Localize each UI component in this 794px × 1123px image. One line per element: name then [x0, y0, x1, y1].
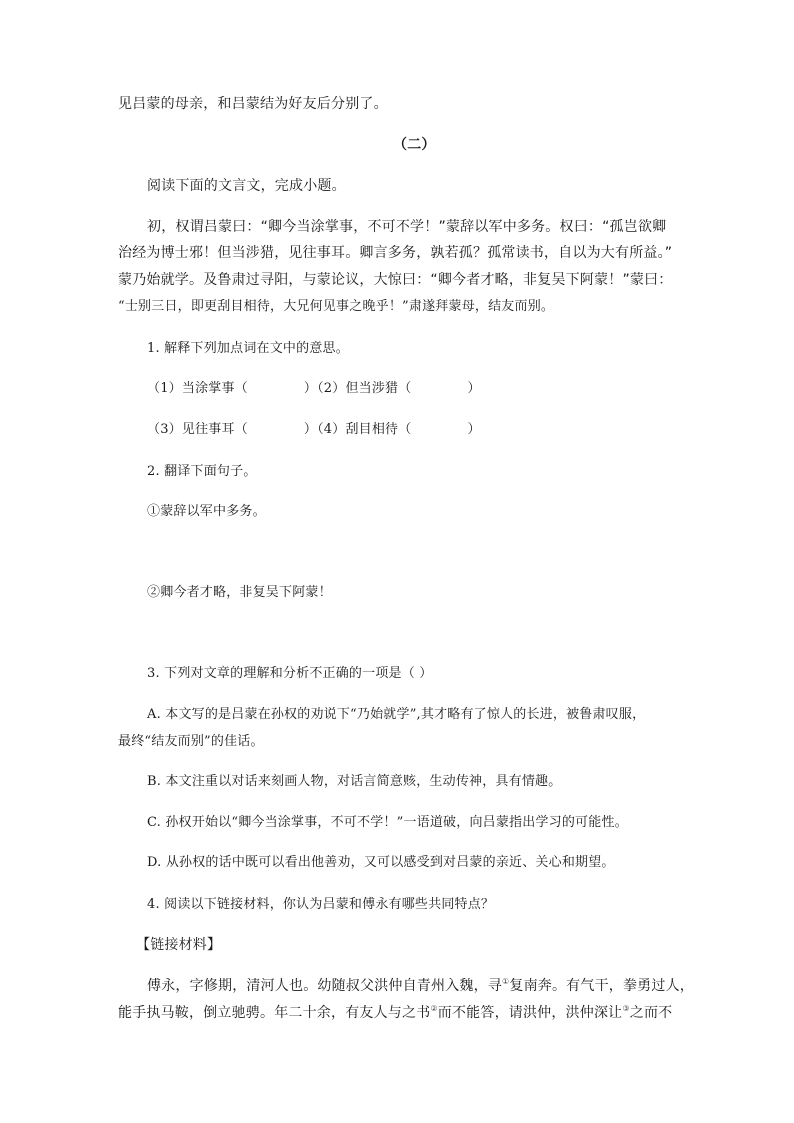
passage-line: 治经为博士邪！但当涉猎，见往事耳。卿言多务，孰若孤？孤常读书，自以为大有所益。” — [118, 245, 673, 261]
material-text: 能手执马鞍，倒立驰骋。年二十余，有友人与之书 — [118, 1005, 431, 1021]
q1-row2-close: ） — [467, 422, 481, 437]
q3-option-a: A. 本文写的是吕蒙在孙权的劝说下“乃始就学”,其才略有了惊人的长进，被鲁肃叹服， — [147, 707, 646, 722]
material-line — [118, 1003, 672, 1023]
q3-stem: 3. 下列对文章的理解和分析不正确的一项是（ ） — [147, 666, 433, 681]
q3-option-a-cont: 最终“结友而别”的佳话。 — [118, 734, 264, 749]
q1-stem: 1. 解释下列加点词在文中的意思。 — [147, 341, 349, 356]
q1-item1-label: （1）当涂掌事（ — [147, 381, 248, 396]
q2-sentence-2: ②卿今者才略，非复吴下阿蒙！ — [147, 585, 332, 600]
material-title: 【链接材料】 — [136, 937, 222, 953]
passage-line: 初，权谓吕蒙曰：“卿今当涂掌事，不可不学！”蒙辞以军中多务。权曰：“孤岂欲卿 — [147, 219, 667, 235]
q1-item4-label: ）（4）刮目相待（ — [303, 422, 412, 437]
q3-option-c: C. 孙权开始以“卿今当涂掌事，不可不学！”一语道破，向吕蒙指出学习的可能性。 — [147, 815, 628, 830]
material-text: 复南奔。有气干，拳勇过人， — [509, 978, 694, 994]
q2-sentence-1: ①蒙辞以军中多务。 — [147, 504, 266, 519]
q2-stem: 2. 翻译下面句子。 — [147, 464, 257, 479]
passage-line: “士别三日，即更刮目相待，大兄何见事之晚乎！”肃遂拜蒙母，结友而别。 — [118, 299, 555, 314]
footnote-mark: ② — [430, 1004, 438, 1013]
q4-stem: 4. 阅读以下链接材料，你认为吕蒙和傅永有哪些共同特点？ — [147, 897, 495, 912]
q1-row1 — [147, 379, 481, 399]
passage-line: 蒙乃始就学。及鲁肃过寻阳，与蒙论议，大惊曰：“卿今者才略，非复吴下阿蒙！”蒙曰： — [118, 272, 673, 288]
q1-row1-close: ） — [467, 381, 481, 396]
section-title: （二） — [393, 137, 436, 153]
q1-item2-label: ）（2）但当涉猎（ — [303, 381, 412, 396]
intro-tail: 见吕蒙的母亲，和吕蒙结为好友后分别了。 — [118, 96, 388, 112]
footnote-mark: ③ — [622, 1004, 630, 1013]
footnote-mark: ① — [502, 977, 510, 986]
material-text: 傅永，字修期，清河人也。幼随叔父洪仲自青州入魏，寻 — [147, 978, 502, 994]
material-text: 之而不 — [629, 1005, 673, 1021]
material-line — [147, 976, 694, 996]
q3-option-d: D. 从孙权的话中既可以看出他善劝，又可以感受到对吕蒙的亲近、关心和期望。 — [147, 855, 615, 870]
q3-option-b: B. 本文注重以对话来刻画人物，对话言简意赅，生动传神，具有情趣。 — [147, 774, 562, 789]
instruction: 阅读下面的文言文，完成小题。 — [147, 178, 346, 194]
q1-item3-label: （3）见往事耳（ — [147, 422, 248, 437]
material-text: 而不能答，请洪仲，洪仲深让 — [437, 1005, 623, 1021]
q1-row2 — [147, 420, 481, 440]
